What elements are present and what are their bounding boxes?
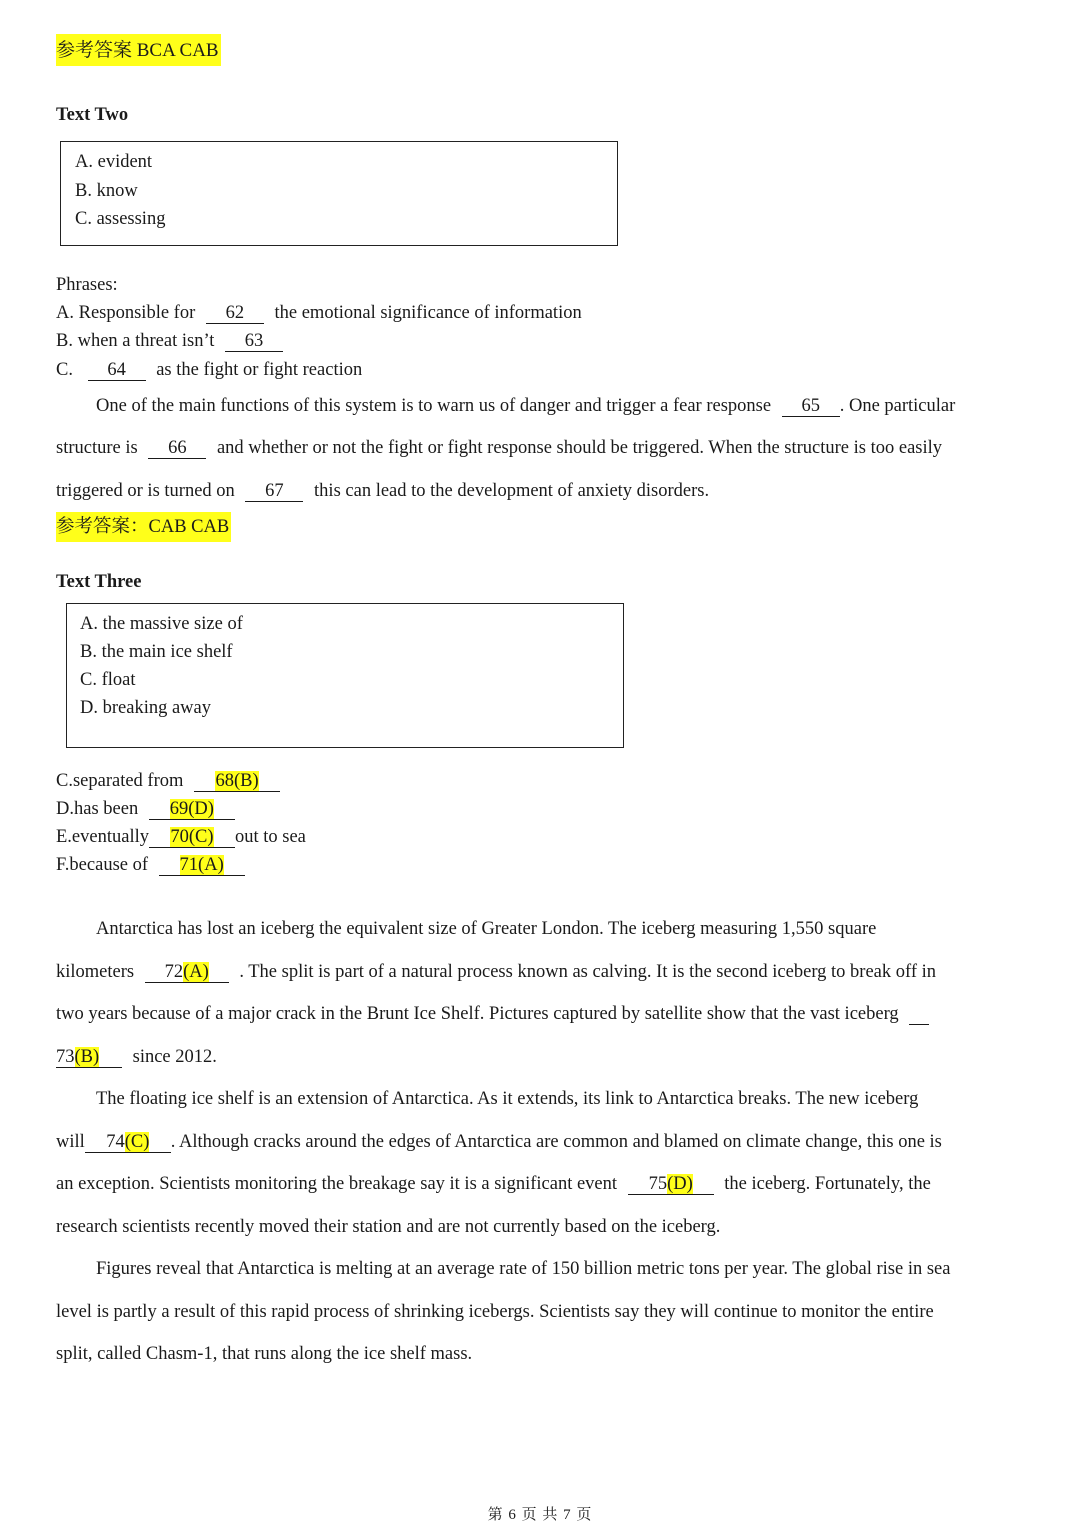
blank-75 — [628, 1174, 714, 1195]
blank-number: 73 — [56, 1047, 75, 1067]
phrase-text: E.eventually — [56, 827, 149, 847]
option-c: C. assessing — [75, 209, 166, 229]
passage-para2-line4: research scientists recently moved their station and are not currently based on the iceberg. — [56, 1217, 721, 1237]
answer-highlight: (A) — [183, 962, 209, 982]
option-b: B. the main ice shelf — [80, 642, 233, 662]
option-a: A. evident — [75, 152, 153, 172]
blank-71 — [159, 855, 245, 876]
blank-65: 65 — [782, 396, 840, 417]
text-three-options-box — [66, 603, 624, 748]
text-two-para-line1 — [96, 396, 955, 417]
text-two-para-line2 — [56, 438, 942, 459]
para-text: will — [56, 1132, 85, 1152]
phrase-b — [56, 331, 283, 352]
para-text: since 2012. — [132, 1047, 217, 1067]
para-text: . One particular — [839, 396, 956, 416]
passage-para3-line2: level is partly a result of this rapid process of shrinking icebergs. Scientists say they will continue to monitor the entire — [56, 1302, 934, 1322]
phrase-a-post: the emotional significance of information — [274, 303, 582, 323]
phrase-text: C.separated from — [56, 771, 184, 791]
passage-para2-line1: The floating ice shelf is an extension of Antarctica. As it extends, its link to Antarctica breaks. The new iceberg — [96, 1089, 919, 1109]
phrase-text: F.because of — [56, 855, 149, 875]
option-b: B. know — [75, 181, 138, 201]
passage-para2-line2 — [56, 1132, 942, 1153]
phrase-text: out to sea — [234, 827, 306, 847]
blank-number: 72 — [164, 962, 184, 982]
blank-72 — [145, 962, 229, 983]
blank-64: 64 — [88, 360, 146, 381]
phrase-e-row — [56, 827, 306, 848]
passage-para1-line2 — [56, 962, 936, 983]
blank-63: 63 — [225, 331, 283, 352]
para-text: triggered or is turned on — [56, 481, 235, 501]
text-two-options-box — [60, 141, 618, 246]
blank-number: 74 — [106, 1132, 125, 1152]
answer-key-text-one: 参考答案 BCA CAB — [56, 34, 221, 66]
answer-highlight: (C) — [124, 1132, 150, 1152]
answer-highlight: (B) — [74, 1047, 100, 1067]
passage-para3-line1: Figures reveal that Antarctica is melting at an average rate of 150 billion metric tons per year. The global rise in sea — [96, 1259, 951, 1279]
phrase-b-pre: B. when a threat isn’t — [56, 331, 215, 351]
blank-68 — [194, 771, 280, 792]
blank-66: 66 — [148, 438, 206, 459]
blank-70 — [149, 827, 235, 848]
para-text: One of the main functions of this system is to warn us of danger and trigger a fear response — [96, 396, 772, 416]
para-text: the iceberg. Fortunately, the — [724, 1174, 931, 1194]
para-text: . Although cracks around the edges of Antarctica are common and blamed on climate change, this one is — [170, 1132, 942, 1152]
para-text: kilometers — [56, 962, 135, 982]
phrase-f-row — [56, 855, 245, 876]
blank-73-start — [909, 1004, 929, 1025]
answer-highlight: 70(C) — [170, 827, 214, 847]
para-text: . The split is part of a natural process known as calving. It is the second iceberg to break off in — [239, 962, 936, 982]
phrase-d-row — [56, 799, 235, 820]
option-d: D. breaking away — [80, 698, 211, 718]
para-text: and whether or not the fight or fight response should be triggered. When the structure is too easily — [216, 438, 943, 458]
phrase-text: D.has been — [56, 799, 139, 819]
phrase-c — [56, 360, 362, 381]
page-footer: 第 6 页 共 7 页 — [487, 1507, 593, 1523]
para-text: two years because of a major crack in the Brunt Ice Shelf. Pictures captured by satellite show that the vast iceberg — [56, 1004, 899, 1024]
passage-para3-line3: split, called Chasm-1, that runs along the ice shelf mass. — [56, 1344, 473, 1364]
para-text: this can lead to the development of anxiety disorders. — [314, 481, 710, 501]
answer-highlight: 71(A) — [179, 855, 224, 875]
passage-para1-line3 — [56, 1004, 929, 1025]
para-text: an exception. Scientists monitoring the breakage say it is a significant event — [56, 1174, 618, 1194]
blank-69 — [149, 799, 235, 820]
blank-62: 62 — [206, 303, 264, 324]
answer-highlight: (D) — [667, 1174, 693, 1194]
phrase-c-pre: C. — [56, 360, 73, 380]
option-a: A. the massive size of — [80, 614, 243, 634]
answer-key-text-two: 参考答案：CAB CAB — [56, 512, 231, 542]
blank-67: 67 — [245, 481, 303, 502]
text-two-para-line3 — [56, 481, 709, 502]
phrase-c-post: as the fight or fight reaction — [156, 360, 363, 380]
option-c: C. float — [80, 670, 136, 690]
phrases-label: Phrases: — [56, 275, 118, 295]
blank-74 — [85, 1132, 171, 1153]
text-two-heading: Text Two — [56, 105, 129, 125]
phrase-a — [56, 303, 582, 324]
para-text: structure is — [56, 438, 138, 458]
blank-73 — [56, 1047, 122, 1068]
text-three-heading: Text Three — [56, 572, 142, 592]
passage-para1-line4 — [56, 1047, 217, 1068]
phrase-a-pre: A. Responsible for — [56, 303, 196, 323]
answer-highlight: 69(D) — [169, 799, 214, 819]
passage-para1-line1: Antarctica has lost an iceberg the equivalent size of Greater London. The iceberg measuring 1,550 square — [96, 919, 877, 939]
answer-highlight: 68(B) — [215, 771, 259, 791]
phrase-c-row — [56, 771, 280, 792]
passage-para2-line3 — [56, 1174, 931, 1195]
blank-number: 75 — [648, 1174, 668, 1194]
